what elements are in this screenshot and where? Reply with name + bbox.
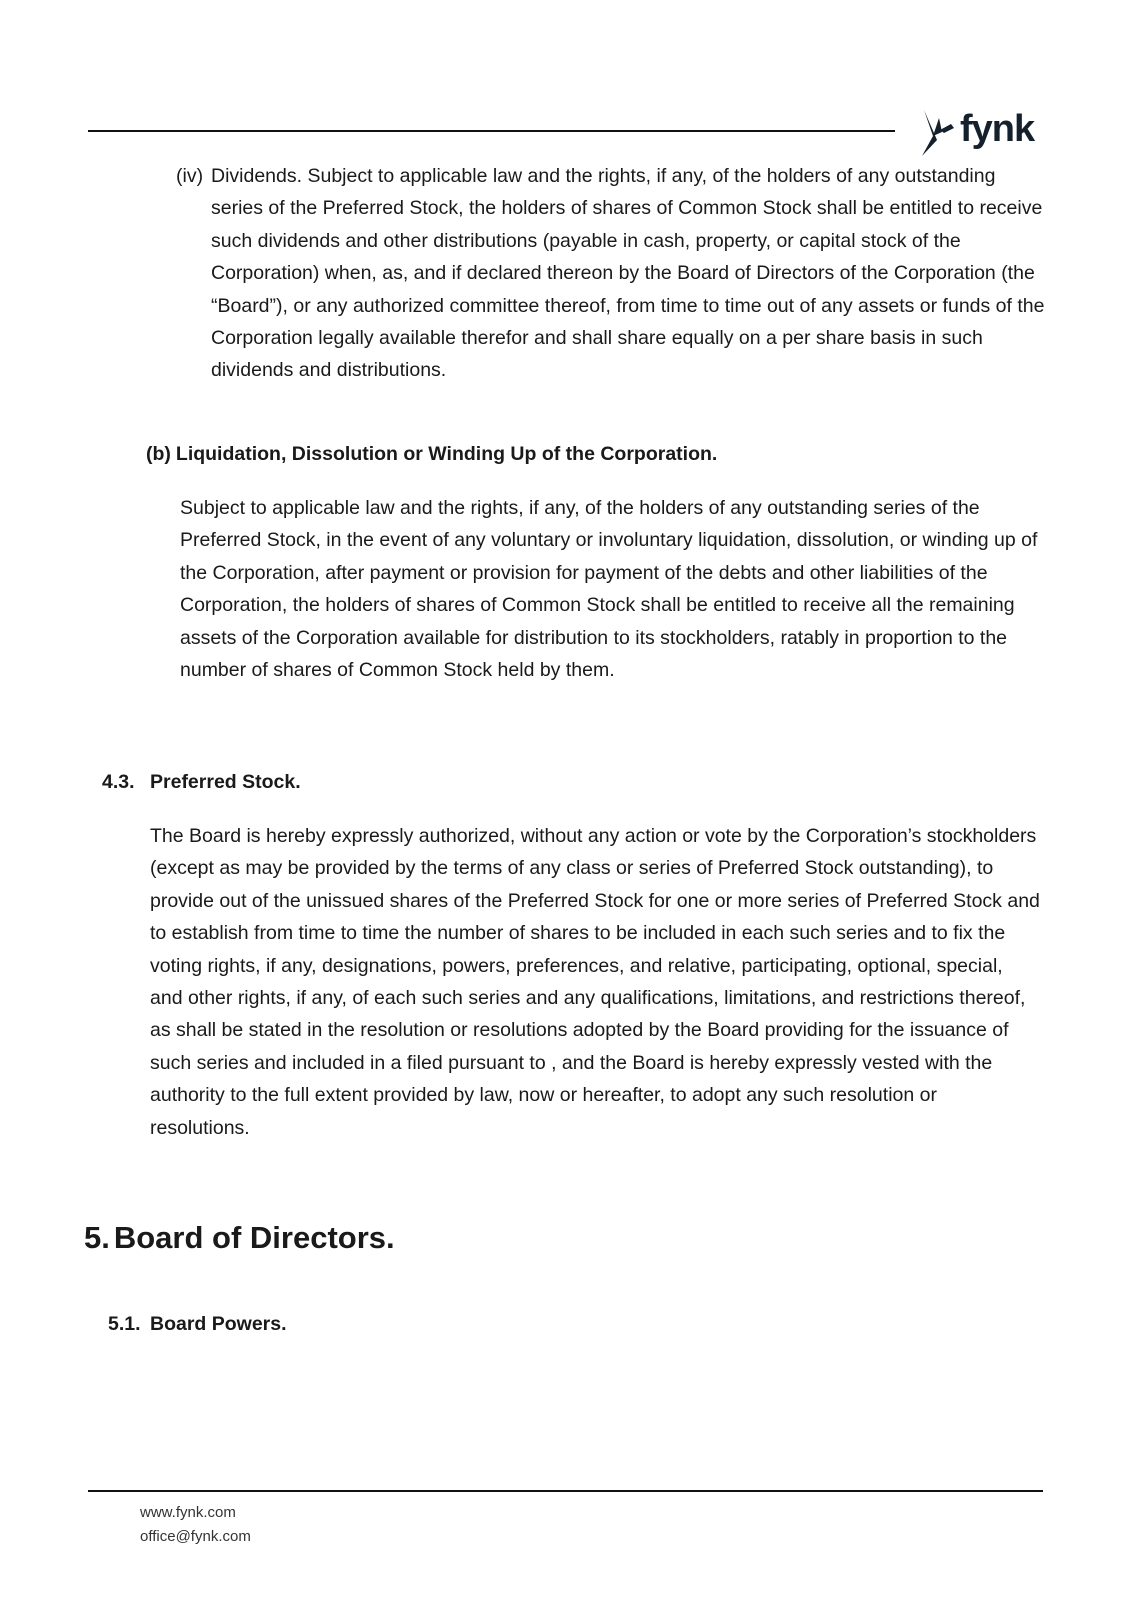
section-number: (b) <box>146 443 171 465</box>
section-number: 4.3. <box>102 771 135 793</box>
liquidation-text: Subject to applicable law and the rights, if any, of the holders of any outstanding series of the Preferred Stock, in the event of any voluntary or involuntary liquidation, dissolution, or winding up of the Corporation, after payment or provision for payment of the debts and other liabilities of the Corporation, the holders of shares of Common Stock shall be entitled to receive all the remaining assets of the Corporation available for distribution to its stockholders, ratably in proportion to the number of shares of Common Stock held by them. <box>180 497 1038 682</box>
dividends-clause <box>176 160 1046 387</box>
header-divider <box>88 130 895 132</box>
preferred-stock-text: The Board is hereby expressly authorized, without any action or vote by the Corporation’s stockholders (except as may be provided by the terms of any class or series of Preferred Stock outstanding), to provide out of the unissued shares of the Preferred Stock for one or more series of Preferred Stock and to establish from time to time the number of shares to be included in each such series and to fix the voting rights, if any, designations, powers, preferences, and relative, participating, optional, special, and other rights, if any, of each such series and any qualifications, limitations, and restrictions thereof, as shall be stated in the resolution or resolutions adopted by the Board providing for the issuance of such series and included in a filed pursuant to , and the Board is hereby expressly vested with the authority to the full extent provided by law, now or hereafter, to adopt any such resolution or resolutions. <box>150 825 1040 1139</box>
section-title: Board Powers. <box>150 1313 287 1335</box>
footer-website: www.fynk.com <box>140 1504 236 1521</box>
section-title: Preferred Stock. <box>150 771 301 793</box>
board-powers-heading <box>108 1310 287 1338</box>
dividends-text: Dividends. Subject to applicable law and the rights, if any, of the holders of any outstanding series of the Preferred Stock, the holders of shares of Common Stock shall be entitled to receive such dividends and other distributions (payable in cash, property, or capital stock of the Corporation) when, as, and if declared thereon by the Board of Directors of the Corporation (the “Board”), or any authorized committee thereof, from time to time out of any assets or funds of the Corporation legally available therefor and shall share equally on a per share basis in such dividends and distributions. <box>211 165 1045 382</box>
section-title: Liquidation, Dissolution or Winding Up of the Corporation. <box>175 443 718 465</box>
footer-email: office@fynk.com <box>140 1528 251 1545</box>
section-number: 5. <box>84 1220 110 1255</box>
footer-divider <box>88 1490 1043 1492</box>
logo-wordmark: fynk <box>960 108 1035 150</box>
clause-label: (iv) <box>176 165 204 187</box>
fynk-logo <box>918 104 1034 160</box>
preferred-stock-heading <box>102 768 301 796</box>
section-number: 5.1. <box>108 1313 141 1335</box>
liquidation-heading <box>146 440 717 468</box>
board-of-directors-heading <box>84 1218 395 1258</box>
bird-logo-icon <box>918 106 956 158</box>
section-title: Board of Directors. <box>113 1220 395 1255</box>
